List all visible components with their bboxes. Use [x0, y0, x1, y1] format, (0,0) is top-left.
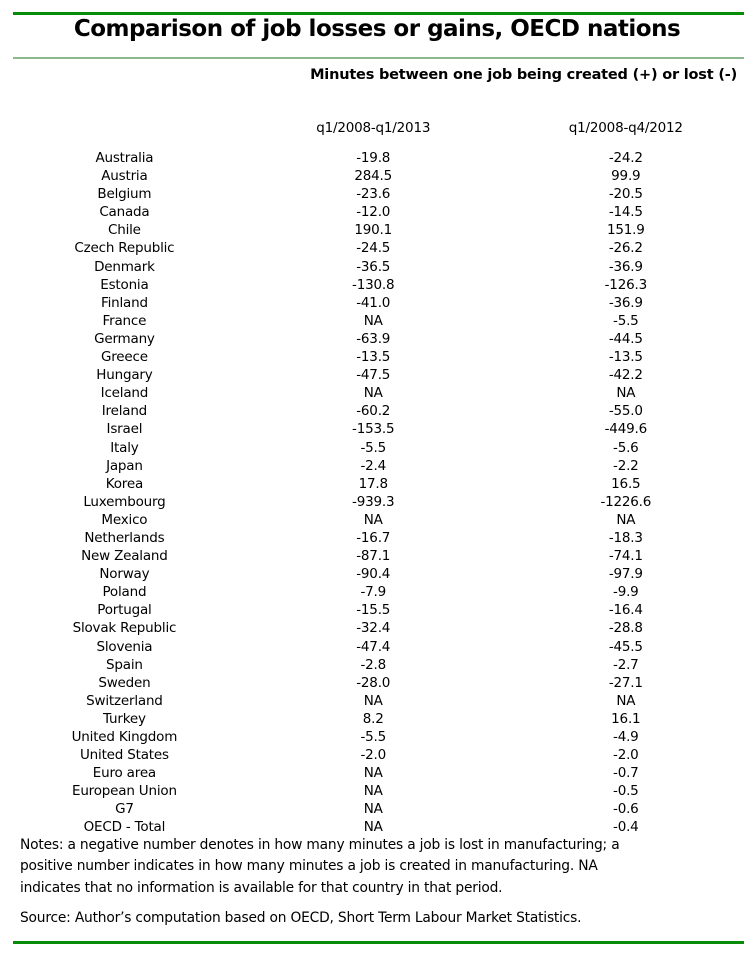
top-divider [13, 12, 744, 15]
value-cell: -28.0 [356, 674, 391, 691]
country-cell: United Kingdom [71, 729, 178, 745]
page-title: Comparison of job losses or gains, OECD nations [73, 16, 681, 42]
column-header-row [0, 120, 754, 136]
table-row [0, 547, 754, 565]
value-cell: -18.3 [608, 529, 643, 546]
value-cell: -47.5 [356, 367, 391, 384]
value-cell: -0.4 [613, 819, 639, 836]
source-line: Source: Author’s computation based on OECD, Short Term Labour Market Statistics. [20, 910, 582, 926]
value-cell: -2.7 [613, 656, 639, 673]
country-cell: OECD - Total [83, 819, 166, 836]
table-row [0, 402, 754, 420]
country-cell: Portugal [97, 602, 152, 619]
table-row [0, 258, 754, 276]
value-cell: -60.2 [356, 403, 391, 420]
value-cell: -42.2 [608, 367, 643, 384]
value-cell: -14.5 [608, 204, 643, 221]
value-cell: -4.9 [613, 729, 639, 745]
country-cell: Japan [106, 457, 143, 474]
value-cell: -13.5 [608, 349, 643, 366]
value-cell: -2.0 [360, 747, 386, 764]
table-row [0, 782, 754, 800]
table-row [0, 601, 754, 619]
country-cell: Netherlands [84, 529, 165, 546]
country-cell: Luxembourg [83, 493, 166, 510]
value-cell: -20.5 [608, 186, 643, 203]
value-cell: -63.9 [356, 330, 391, 347]
oecd-data-table [0, 149, 754, 837]
value-cell: -939.3 [352, 493, 395, 510]
table-row [0, 764, 754, 782]
country-cell: Korea [105, 475, 144, 492]
value-cell: -0.7 [613, 765, 639, 782]
value-cell: -87.1 [356, 548, 391, 565]
value-cell: -44.5 [608, 330, 643, 347]
country-cell: Iceland [100, 385, 149, 402]
value-cell: -16.7 [356, 529, 391, 546]
value-cell: -2.2 [613, 457, 639, 474]
country-cell: Mexico [101, 511, 148, 528]
table-row [0, 800, 754, 818]
value-cell: -9.9 [613, 584, 639, 601]
value-cell: -36.9 [608, 258, 643, 275]
value-cell: -27.1 [608, 674, 643, 691]
value-cell: NA [616, 511, 636, 528]
value-cell: -19.8 [356, 150, 391, 166]
value-cell: -36.9 [608, 294, 643, 311]
column-header-period-1: q1/2008-q1/2013 [316, 120, 431, 136]
table-row [0, 746, 754, 764]
value-cell: -5.5 [613, 312, 639, 329]
table-row [0, 818, 754, 836]
table-row [0, 638, 754, 656]
country-cell: France [102, 312, 147, 329]
table-row [0, 674, 754, 692]
table-row [0, 239, 754, 257]
value-cell: NA [363, 801, 383, 818]
table-subtitle: Minutes between one job being created (+) or lost (-) [310, 67, 737, 83]
country-cell: Ireland [101, 403, 148, 420]
country-cell: Greece [100, 349, 148, 366]
table-row [0, 619, 754, 637]
table-row [0, 692, 754, 710]
notes-line: positive number indicates in how many minutes a job is created in manufacturing. NA [20, 858, 598, 875]
country-cell: Finland [100, 294, 148, 311]
country-cell: Euro area [92, 765, 156, 782]
value-cell: NA [616, 385, 636, 402]
table-row [0, 728, 754, 746]
value-cell: -0.6 [613, 801, 639, 818]
value-cell: NA [363, 692, 383, 709]
value-cell: 17.8 [358, 475, 388, 492]
value-cell: NA [363, 783, 383, 800]
table-row [0, 493, 754, 511]
table-row [0, 710, 754, 728]
value-cell: -12.0 [356, 204, 391, 221]
table-row [0, 294, 754, 312]
value-cell: -5.6 [613, 439, 639, 456]
value-cell: -41.0 [356, 294, 391, 311]
country-cell: Australia [95, 150, 154, 166]
value-cell: -126.3 [604, 276, 647, 293]
country-cell: Hungary [96, 367, 153, 384]
value-cell: NA [363, 765, 383, 782]
country-cell: Austria [101, 168, 148, 185]
value-cell: -32.4 [356, 620, 391, 637]
value-cell: -26.2 [608, 240, 643, 257]
value-cell: -28.8 [608, 620, 643, 637]
value-cell: -90.4 [356, 566, 391, 583]
country-cell: Israel [106, 421, 143, 438]
country-cell: Estonia [100, 276, 149, 293]
value-cell: -13.5 [356, 349, 391, 366]
column-header-spacer [0, 120, 249, 136]
value-cell: -36.5 [356, 258, 391, 275]
country-cell: Denmark [94, 258, 155, 275]
country-cell: Spain [106, 656, 143, 673]
notes-block [20, 835, 744, 899]
value-cell: -97.9 [608, 566, 643, 583]
value-cell: -449.6 [604, 421, 647, 438]
country-cell: Slovenia [96, 638, 153, 655]
value-cell: NA [363, 385, 383, 402]
country-cell: United States [79, 747, 169, 764]
value-cell: -130.8 [352, 276, 395, 293]
notes-line: Notes: a negative number denotes in how many minutes a job is lost in manufacturing; a [20, 837, 620, 853]
table-row [0, 348, 754, 366]
notes-line: indicates that no information is available for that country in that period. [20, 879, 503, 896]
value-cell: -15.5 [356, 602, 391, 619]
table-row [0, 312, 754, 330]
country-cell: Italy [110, 439, 139, 456]
table-row [0, 330, 754, 348]
table-row [0, 149, 754, 167]
value-cell: -47.4 [356, 638, 391, 655]
value-cell: -5.5 [360, 439, 386, 456]
value-cell: NA [363, 312, 383, 329]
country-cell: Belgium [97, 186, 152, 203]
table-row [0, 583, 754, 601]
value-cell: 16.1 [611, 710, 641, 727]
value-cell: NA [363, 819, 383, 836]
table-row [0, 384, 754, 402]
country-cell: Switzerland [86, 692, 163, 709]
bottom-divider [13, 941, 744, 944]
table-row [0, 276, 754, 294]
value-cell: NA [616, 692, 636, 709]
value-cell: 284.5 [354, 168, 393, 185]
value-cell: -74.1 [608, 548, 643, 565]
table-row [0, 185, 754, 203]
table-row [0, 565, 754, 583]
country-cell: Turkey [103, 710, 146, 727]
country-cell: New Zealand [81, 548, 168, 565]
value-cell: -2.0 [613, 747, 639, 764]
value-cell: -45.5 [608, 638, 643, 655]
table-row [0, 366, 754, 384]
table-row [0, 439, 754, 457]
table-row [0, 656, 754, 674]
value-cell: 8.2 [362, 710, 384, 727]
country-cell: Chile [108, 222, 141, 239]
table-row [0, 529, 754, 547]
value-cell: -0.5 [613, 783, 639, 800]
table-row [0, 221, 754, 239]
country-cell: Slovak Republic [72, 620, 177, 637]
country-cell: Canada [99, 204, 150, 221]
country-cell: Norway [99, 566, 150, 583]
table-row [0, 511, 754, 529]
country-cell: Czech Republic [74, 240, 175, 257]
column-header-period-2: q1/2008-q4/2012 [568, 120, 683, 136]
table-row [0, 420, 754, 438]
country-cell: Poland [102, 584, 147, 601]
value-cell: NA [363, 511, 383, 528]
value-cell: -1226.6 [600, 493, 652, 510]
table-row [0, 203, 754, 221]
value-cell: 16.5 [611, 475, 641, 492]
value-cell: -2.4 [360, 457, 386, 474]
title-divider [13, 57, 744, 59]
table-row [0, 167, 754, 185]
value-cell: -24.5 [356, 240, 391, 257]
table-row [0, 475, 754, 493]
value-cell: -7.9 [360, 584, 386, 601]
country-cell: Sweden [98, 674, 151, 691]
value-cell: 190.1 [354, 222, 393, 239]
value-cell: -153.5 [352, 421, 395, 438]
value-cell: -24.2 [608, 150, 643, 166]
value-cell: -55.0 [608, 403, 643, 420]
table-body [0, 149, 754, 837]
value-cell: -16.4 [608, 602, 643, 619]
value-cell: 99.9 [611, 168, 641, 185]
country-cell: European Union [72, 783, 177, 800]
value-cell: -5.5 [360, 729, 386, 745]
value-cell: -23.6 [356, 186, 391, 203]
table-row [0, 457, 754, 475]
country-cell: Germany [94, 330, 155, 347]
country-cell: G7 [115, 801, 134, 818]
value-cell: 151.9 [606, 222, 645, 239]
value-cell: -2.8 [360, 656, 386, 673]
